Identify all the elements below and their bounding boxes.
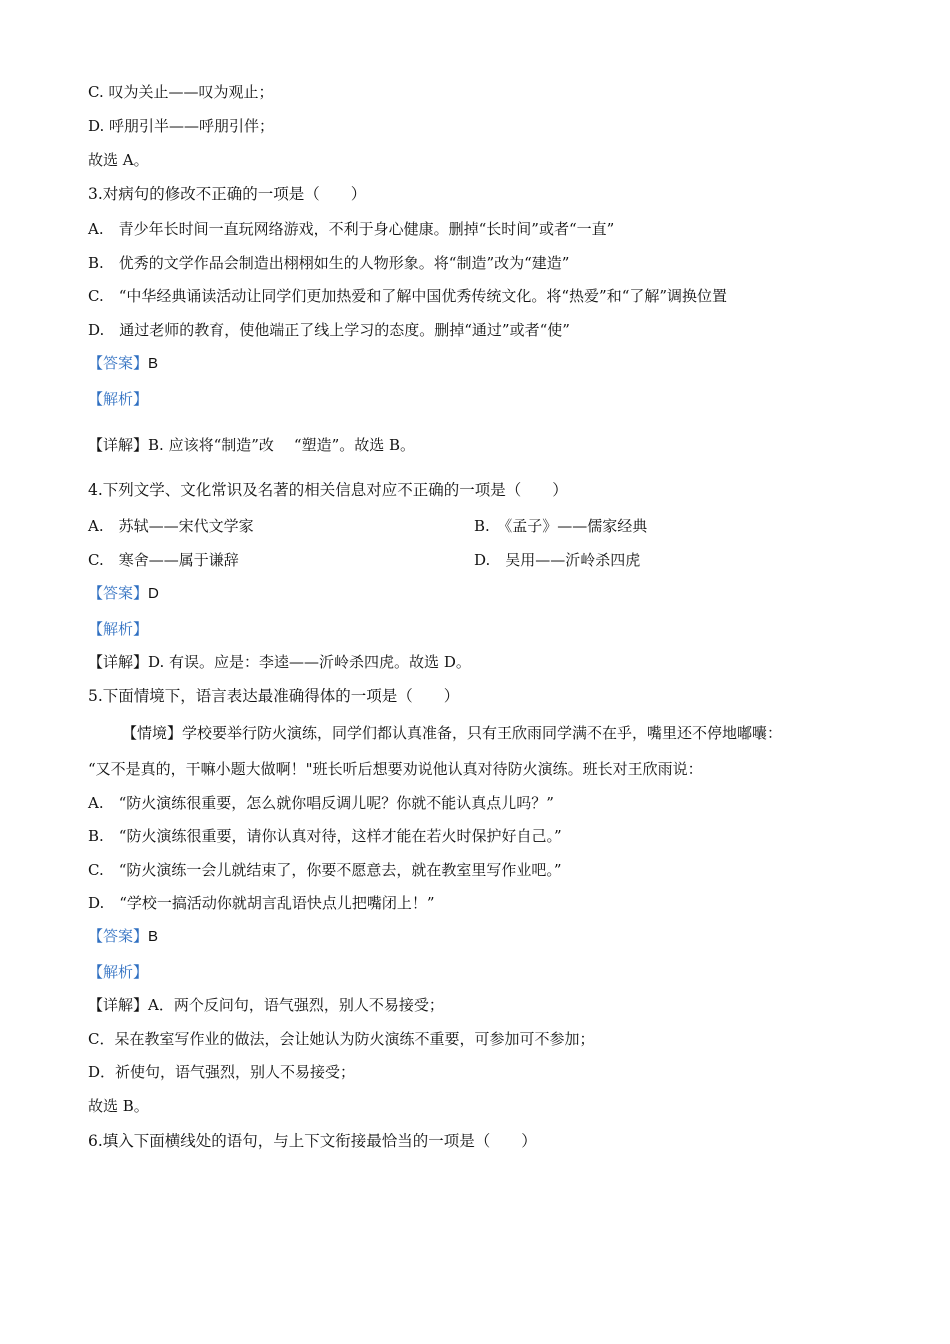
answer-label: 【答案】 [88, 584, 149, 602]
answer-label: 【答案】 [88, 927, 149, 945]
q4-option-c: C. 寒舍——属于谦辞 [88, 551, 239, 569]
answer-value: B [148, 355, 159, 372]
detail-text-a: B. 应该将“制造”改 [148, 436, 274, 454]
q5-answer [88, 926, 158, 946]
detail-text: D. 有误。应是：李逵——沂岭杀四虎。故选 D。 [148, 653, 471, 671]
detail-label: 【详解】 [88, 996, 149, 1014]
q4-analysis-label: 【解析】 [88, 620, 149, 638]
q3-option-a: A. 青少年长时间一直玩网络游戏，不利于身心健康。删掉“长时间”或者“一直” [88, 220, 615, 238]
q5-context-line-2: “又不是真的，干嘛小题大做啊！"班长听后想要劝说他认真对待防火演练。班长对王欣雨说： [88, 760, 703, 778]
q3-analysis-label: 【解析】 [88, 390, 149, 408]
q3-option-b: B. 优秀的文学作品会制造出栩栩如生的人物形象。将“制造”改为“建造” [88, 254, 570, 272]
detail-label: 【详解】 [88, 436, 149, 454]
answer-label: 【答案】 [88, 354, 149, 372]
q5-analysis-label: 【解析】 [88, 963, 149, 981]
q5-detail-line-1 [88, 995, 444, 1015]
detail-label: 【详解】 [88, 653, 149, 671]
q5-context-line-1: 【情境】学校要举行防火演练，同学们都认真准备，只有王欣雨同学满不在乎，嘴里还不停地嘟囔： [122, 724, 783, 742]
q5-option-d: D. “学校一搞活动你就胡言乱语快点儿把嘴闭上！” [88, 894, 435, 912]
q3-option-c: C. “中华经典诵读活动让同学们更加热爱和了解中国优秀传统文化。将“热爱”和“了解”调换位置 [88, 287, 728, 305]
q5-conclusion: 故选 B。 [88, 1097, 149, 1115]
q3-answer [88, 353, 158, 373]
q6-stem: 6.填入下面横线处的语句，与上下文衔接最恰当的一项是（ ） [88, 1132, 537, 1150]
q3-option-d: D. 通过老师的教育，使他端正了线上学习的态度。删掉“通过”或者“使” [88, 321, 570, 339]
q4-option-b: B. 《孟子》——儒家经典 [474, 517, 648, 535]
q2-option-d: D. 呼朋引半——呼朋引伴； [88, 117, 275, 135]
q2-conclusion: 故选 A。 [88, 151, 149, 169]
q4-option-a: A. 苏轼——宋代文学家 [88, 517, 254, 535]
q4-option-d: D. 吴用——沂岭杀四虎 [474, 551, 641, 569]
q3-detail [88, 435, 415, 455]
q4-stem: 4.下列文学、文化常识及名著的相关信息对应不正确的一项是（ ） [88, 481, 568, 499]
q2-option-c: C. 叹为关止——叹为观止； [88, 83, 274, 101]
detail-text-b: “塑造”。故选 B。 [293, 436, 416, 454]
q4-detail [88, 652, 471, 672]
q5-option-b: B. “防火演练很重要，请你认真对待，这样才能在若火时保护好自己。” [88, 827, 562, 845]
q5-detail-line-3: D．祈使句，语气强烈，别人不易接受； [88, 1063, 356, 1081]
answer-value: B [148, 928, 159, 945]
q3-stem: 3.对病句的修改不正确的一项是（ ） [88, 185, 367, 203]
q5-detail-line-2: C．呆在教室写作业的做法，会让她认为防火演练不重要，可参加可不参加； [88, 1030, 595, 1048]
q5-stem: 5.下面情境下，语言表达最准确得体的一项是（ ） [88, 687, 460, 705]
q5-option-a: A. “防火演练很重要，怎么就你唱反调儿呢？你就不能认真点儿吗？” [88, 794, 554, 812]
answer-value: D [148, 585, 159, 602]
q5-option-c: C. “防火演练一会儿就结束了，你要不愿意去，就在教室里写作业吧。” [88, 861, 562, 879]
detail-text: A．两个反问句，语气强烈，别人不易接受； [148, 996, 444, 1014]
q4-answer [88, 583, 159, 603]
